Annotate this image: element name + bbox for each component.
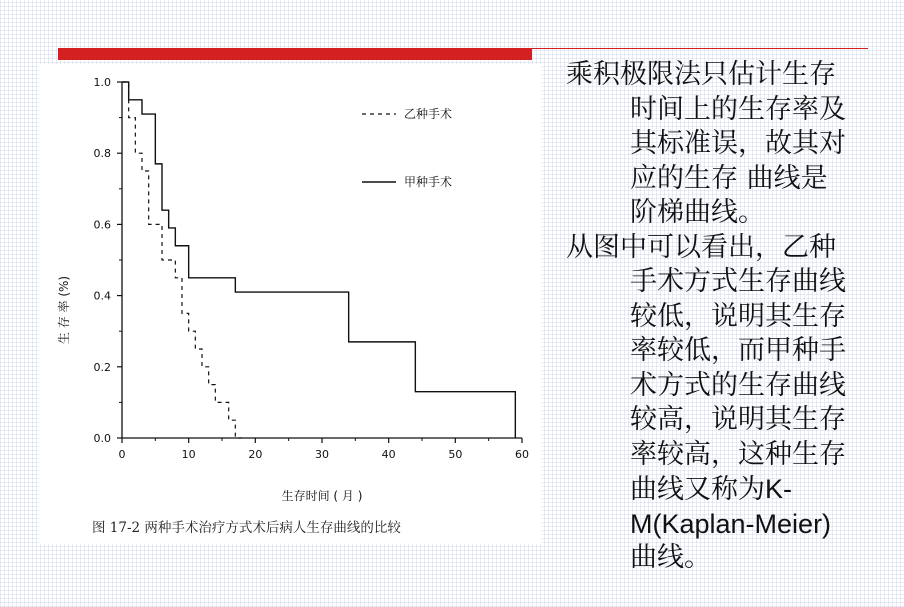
paragraph-line: 从图中可以看出，乙种 [566,231,836,263]
figure-caption: 图 17-2 两种手术治疗方式术后病人生存曲线的比较 [92,520,401,536]
y-tick-label: 0.4 [93,289,111,303]
x-tick-label: 40 [381,448,396,461]
y-tick-label: 1.0 [93,76,111,89]
x-tick-label: 50 [448,448,463,461]
paragraph-line: 率较低，而甲种手 [630,335,846,366]
y-tick-label: 0.2 [93,360,111,374]
title-accent-bar [58,48,532,60]
y-tick-label: 0.6 [93,218,111,232]
y-tick-label: 0.8 [93,147,111,161]
paragraph-line: 其标准误，故其对 [630,128,846,159]
legend-label: 乙种手术 [404,107,453,121]
paragraph-line: 阶梯曲线。 [630,197,765,228]
y-axis-label: 生 存 率 (%) [57,275,71,345]
paragraph-line: 较高，说明其生存 [630,404,846,435]
paragraph-interpretation [566,231,884,576]
figure-panel [38,64,542,544]
legend-label: 甲种手术 [404,175,453,189]
explanation-text [566,58,884,576]
chart-legend [362,106,452,189]
chart-axes [122,82,522,438]
paragraph-line: 手术方式生存曲线 [630,266,846,297]
paragraph-product-limit [566,58,884,231]
paragraph-line: 乘积极限法只估计生存 [566,59,836,90]
paragraph-line: M(Kaplan-Meier) [630,508,832,539]
series-line [122,82,242,438]
y-tick-label: 0.0 [93,432,111,445]
paragraph-line: 曲线又称为K- [630,474,792,504]
chart-ticks [94,76,530,461]
chart-curves [122,82,515,438]
survival-curve-chart [38,64,542,510]
x-tick-label: 10 [181,448,196,461]
paragraph-line: 时间上的生存率及 [630,93,846,125]
x-tick-label: 30 [315,448,329,461]
paragraph-line: 曲线。 [630,542,711,573]
x-axis-label: 生存时间 ( 月 ) [281,489,363,503]
paragraph-line: 率较高，这种生存 [630,438,846,470]
title-accent-line [532,48,868,49]
paragraph-line: 应的生存 曲线是 [630,162,828,194]
x-tick-label: 20 [248,448,263,461]
x-tick-label: 0 [118,448,126,461]
paragraph-line: 较低，说明其生存 [630,300,846,332]
paragraph-line: 术方式的生存曲线 [630,369,846,401]
series-line [122,82,515,438]
x-tick-label: 60 [515,448,529,461]
